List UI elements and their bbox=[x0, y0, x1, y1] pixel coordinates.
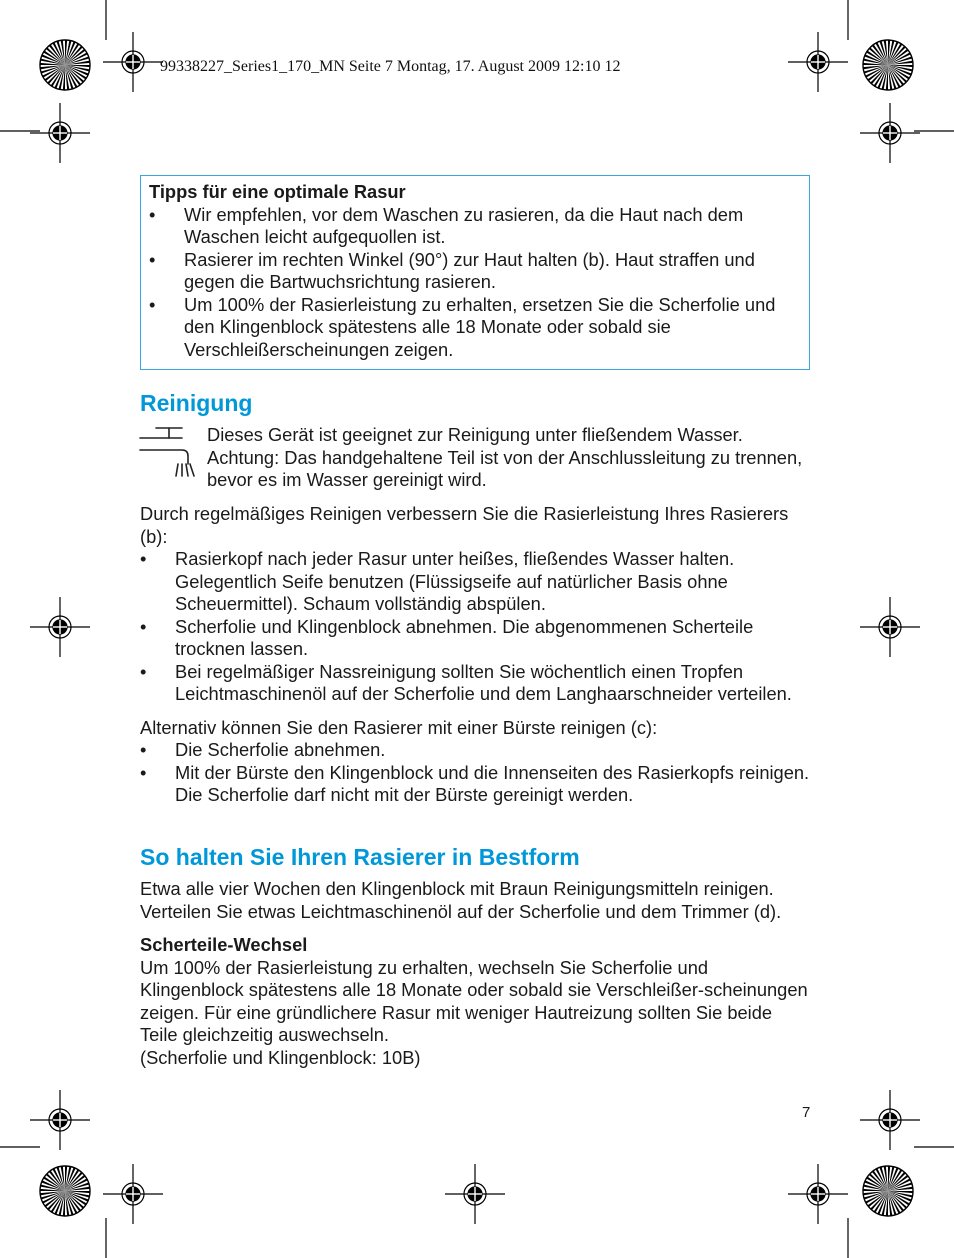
running-water-icon bbox=[138, 424, 198, 480]
cleaning-intro: Durch regelmäßiges Reinigen verbessern Sie die Rasierleistung Ihres Rasierers (b): bbox=[140, 503, 789, 547]
list-item: • Scherfolie und Klingenblock abnehmen. Die abgenommenen Scherteile trocknen lassen. bbox=[140, 616, 812, 661]
list-item: • Mit der Bürste den Klingenblock und die Innenseiten des Rasierkopfs reinigen. Die Scherfolie darf nicht mit der Bürste gereinigt werden. bbox=[140, 762, 812, 807]
tips-list bbox=[149, 204, 799, 362]
print-slug: 99338227_Series1_170_MN Seite 7 Montag, 17. August 2009 12:10 12 bbox=[160, 58, 621, 75]
tips-box bbox=[140, 175, 810, 370]
list-item: • Die Scherfolie abnehmen. bbox=[140, 739, 812, 762]
care-section bbox=[140, 878, 812, 1069]
section-heading-care: So halten Sie Ihren Rasierer in Bestform bbox=[140, 844, 580, 870]
list-item: • Bei regelmäßiger Nassreinigung sollten Sie wöchentlich einen Tropfen Leichtmaschinenöl auf der Scherfolie und dem Langhaarschneider verteilen. bbox=[140, 661, 812, 706]
tips-title: Tipps für eine optimale Rasur bbox=[149, 181, 406, 202]
section-heading-cleaning: Reinigung bbox=[140, 390, 253, 416]
cleaning-icon-text: Dieses Gerät ist geeignet zur Reinigung unter fließendem Wasser. Achtung: Das handgehaltene Teil ist von der Anschlussleitung zu trennen, bevor es im Wasser gereinigt wird. bbox=[207, 424, 803, 490]
list-item: • Wir empfehlen, vor dem Waschen zu rasieren, da die Haut nach dem Waschen leicht aufgequollen ist. bbox=[149, 204, 799, 249]
cleaning-section bbox=[140, 503, 812, 807]
care-text: Etwa alle vier Wochen den Klingenblock mit Braun Reinigungsmitteln reinigen. Verteilen Sie etwas Leichtmaschinenöl auf der Scherfolie und dem Trimmer (d). bbox=[140, 878, 782, 922]
brush-list bbox=[140, 739, 812, 807]
list-item: • Um 100% der Rasierleistung zu erhalten, ersetzen Sie die Scherfolie und den Klingenblock spätestens alle 18 Monate oder sobald sie Verschleißerscheinungen zeigen. bbox=[149, 294, 799, 362]
list-item: • Rasierer im rechten Winkel (90°) zur Haut halten (b). Haut straffen und gegen die Bartwuchsrichtung rasieren. bbox=[149, 249, 799, 294]
list-item: • Rasierkopf nach jeder Rasur unter heißes, fließendes Wasser halten. Gelegentlich Seife benutzen (Flüssigseife auf natürlicher Basis ohne Scheuermittel). Schaum vollständig abspülen. bbox=[140, 548, 812, 616]
replacement-heading: Scherteile-Wechsel bbox=[140, 934, 308, 955]
page-number: 7 bbox=[802, 1104, 811, 1121]
brush-intro: Alternativ können Sie den Rasierer mit einer Bürste reinigen (c): bbox=[140, 716, 658, 738]
parts-note: (Scherfolie und Klingenblock: 10B) bbox=[140, 1046, 421, 1068]
cleaning-list bbox=[140, 548, 812, 706]
replacement-text: Um 100% der Rasierleistung zu erhalten, wechseln Sie Scherfolie und Klingenblock spätestens alle 18 Monate oder sobald sie Verschleißer-scheinungen zeigen. Für eine gründlichere Rasur mit weniger Hautreizung sollten Sie beide Teile gleichzeitig auswechseln. bbox=[140, 956, 808, 1045]
